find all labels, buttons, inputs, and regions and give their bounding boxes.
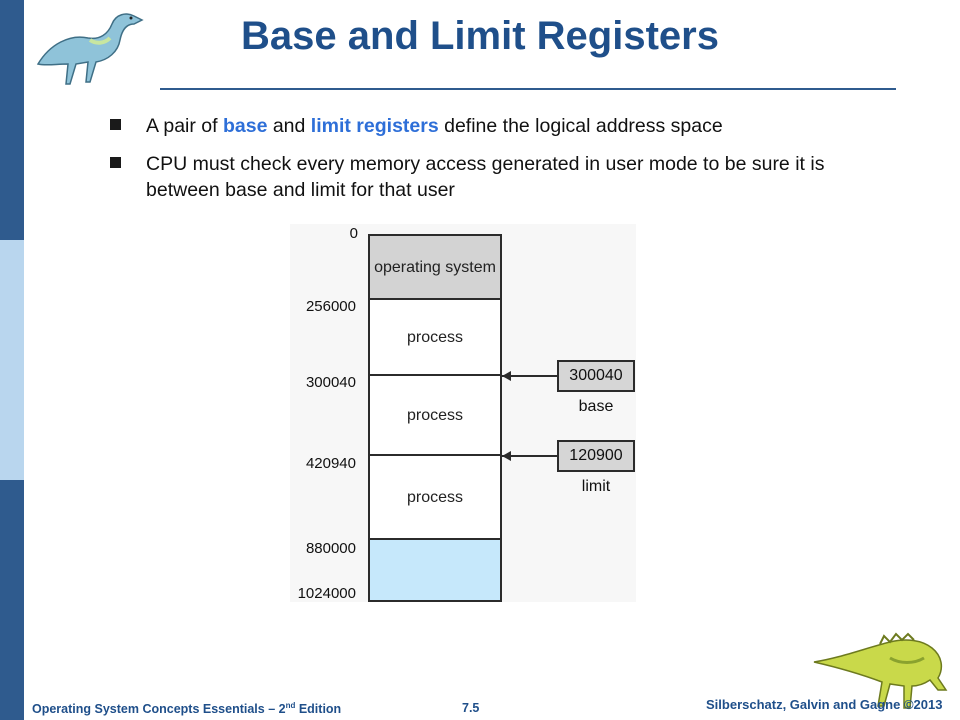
- footer-authors: Silberschatz, Galvin and Gagne ©2013: [706, 697, 943, 712]
- slide-sidebar: [0, 0, 24, 720]
- footer-page-number: 7.5: [462, 701, 480, 715]
- address-label: 256000: [305, 298, 356, 315]
- bullet-text: and: [267, 115, 311, 137]
- bullet-list: [108, 113, 888, 215]
- sidebar-segment-middle: [0, 240, 24, 480]
- address-label: 1024000: [297, 585, 356, 602]
- memory-block-os: operating system: [368, 234, 502, 300]
- address-label: 420940: [305, 455, 356, 472]
- bullet-square-icon: [110, 119, 121, 130]
- memory-block-process: process: [368, 300, 502, 376]
- dinosaur-icon: [30, 4, 148, 88]
- address-label: 880000: [305, 540, 356, 557]
- bullet-text: define the logical address space: [438, 115, 723, 137]
- slide-footer: [0, 680, 960, 720]
- footer-book-title: [32, 701, 341, 716]
- title-divider: [160, 88, 896, 90]
- footer-book-title-text: Operating System Concepts Essentials – 2: [32, 702, 286, 717]
- memory-block-free: [368, 540, 502, 602]
- base-register: 300040: [557, 360, 635, 392]
- limit-register-label: limit: [581, 478, 611, 495]
- bullet-text: A pair of: [146, 115, 223, 137]
- limit-arrow-head-icon: [502, 451, 511, 461]
- footer-superscript: nd: [285, 701, 296, 710]
- bullet-item: [108, 113, 888, 139]
- limit-register: 120900: [557, 440, 635, 472]
- base-arrow-head-icon: [502, 371, 511, 381]
- address-label: 300040: [305, 374, 356, 391]
- footer-edition-text: Edition: [295, 702, 342, 717]
- memory-diagram: [290, 224, 636, 604]
- address-label: 0: [349, 225, 358, 242]
- bullet-text: CPU must check every memory access generated in user mode to be sure it is between base and limit for that user: [146, 153, 825, 201]
- base-register-label: base: [578, 398, 614, 415]
- highlight-limit-registers: limit registers: [310, 115, 439, 137]
- bullet-square-icon: [110, 157, 121, 168]
- sidebar-segment-top: [0, 0, 24, 240]
- bullet-item: [108, 151, 888, 203]
- memory-block-process: process: [368, 456, 502, 540]
- slide-title: Base and Limit Registers: [241, 14, 719, 58]
- memory-block-process: process: [368, 376, 502, 456]
- highlight-base: base: [222, 115, 268, 137]
